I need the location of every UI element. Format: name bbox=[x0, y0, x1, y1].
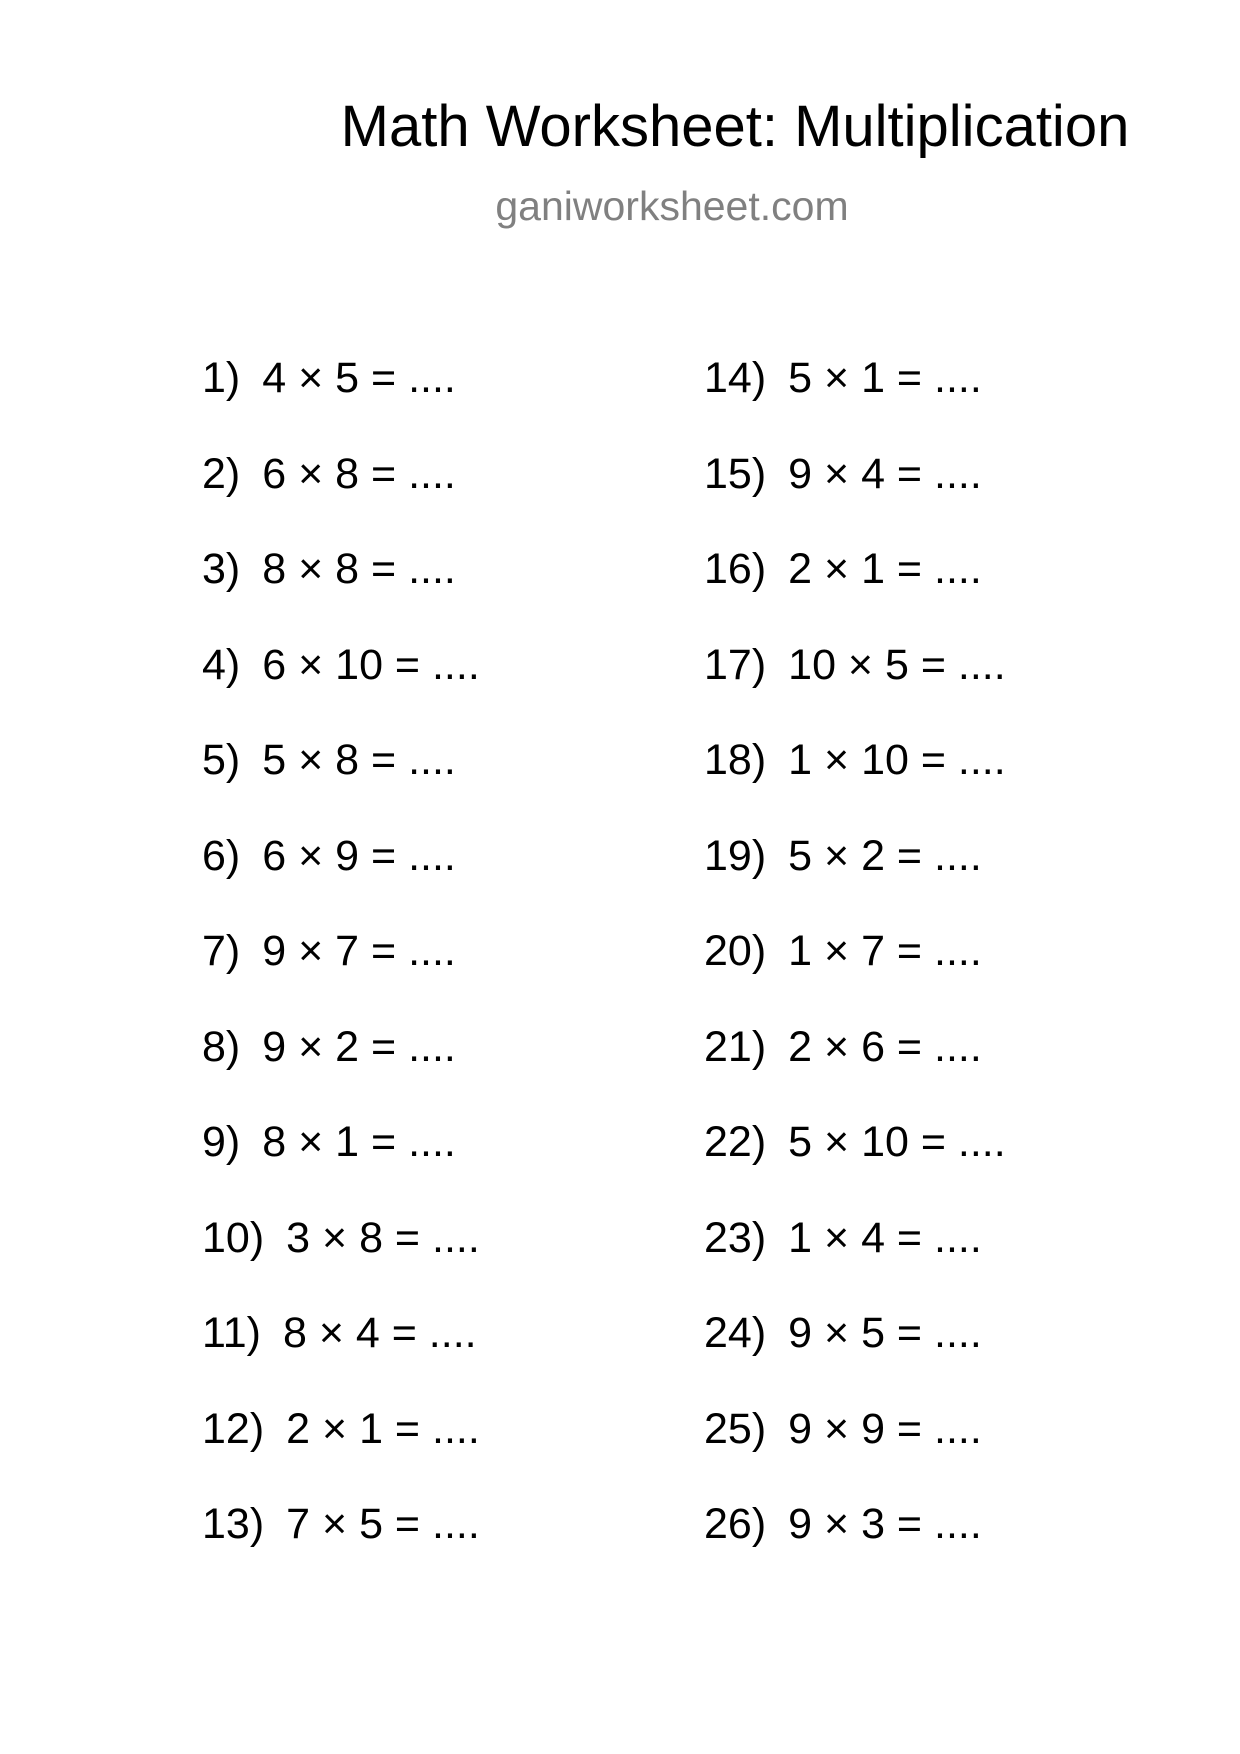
problem-expression: 5 × 8 = .... bbox=[262, 736, 456, 784]
problem-item bbox=[704, 449, 1006, 545]
problem-item bbox=[202, 1499, 480, 1595]
problem-number: 23) bbox=[704, 1213, 767, 1262]
problem-number: 11) bbox=[202, 1309, 261, 1357]
problem-item bbox=[202, 1404, 480, 1500]
problem-number: 25) bbox=[704, 1404, 767, 1453]
worksheet-subtitle: ganiworksheet.com bbox=[495, 183, 849, 229]
problem-number: 18) bbox=[704, 736, 767, 784]
problem-item bbox=[704, 1308, 1006, 1404]
problem-item bbox=[202, 831, 480, 927]
problem-number: 6) bbox=[202, 831, 241, 880]
problem-expression: 8 × 8 = .... bbox=[262, 545, 456, 593]
problem-expression: 1 × 4 = .... bbox=[788, 1213, 982, 1262]
problems-column-left bbox=[202, 353, 480, 1595]
problem-item bbox=[704, 926, 1006, 1022]
problem-number: 12) bbox=[202, 1404, 265, 1453]
problem-number: 9) bbox=[202, 1118, 241, 1166]
problem-expression: 8 × 1 = .... bbox=[262, 1118, 456, 1166]
problem-number: 16) bbox=[704, 545, 767, 593]
problems-column-right bbox=[704, 353, 1006, 1595]
problem-number: 17) bbox=[704, 640, 767, 689]
problem-expression: 3 × 8 = .... bbox=[286, 1213, 480, 1262]
problem-item bbox=[704, 735, 1006, 831]
problem-number: 10) bbox=[202, 1213, 265, 1262]
problem-item bbox=[202, 1117, 480, 1213]
problem-number: 4) bbox=[202, 640, 241, 689]
problem-expression: 9 × 7 = .... bbox=[262, 927, 456, 975]
problem-item bbox=[704, 831, 1006, 927]
problem-item bbox=[704, 353, 1006, 449]
problem-number: 14) bbox=[704, 354, 767, 402]
problem-item bbox=[202, 926, 480, 1022]
problem-expression: 6 × 8 = .... bbox=[262, 449, 456, 498]
problem-expression: 5 × 10 = .... bbox=[788, 1118, 1006, 1166]
problem-item bbox=[704, 1213, 1006, 1309]
problem-item bbox=[202, 735, 480, 831]
problem-expression: 8 × 4 = .... bbox=[282, 1309, 477, 1357]
problem-expression: 9 × 4 = .... bbox=[788, 449, 982, 498]
problem-number: 26) bbox=[704, 1500, 767, 1548]
problem-number: 19) bbox=[704, 831, 767, 880]
problem-expression: 2 × 1 = .... bbox=[788, 545, 982, 593]
problem-item bbox=[704, 640, 1006, 736]
problem-number: 13) bbox=[202, 1500, 265, 1548]
problem-item bbox=[202, 1308, 480, 1404]
problem-number: 24) bbox=[704, 1309, 767, 1357]
problem-item bbox=[202, 353, 480, 449]
problem-item bbox=[202, 1022, 480, 1118]
problem-item bbox=[202, 640, 480, 736]
problem-expression: 10 × 5 = .... bbox=[788, 640, 1006, 689]
problem-expression: 5 × 1 = .... bbox=[788, 354, 982, 402]
problem-number: 22) bbox=[704, 1118, 767, 1166]
problem-item bbox=[704, 1499, 1006, 1595]
problem-item bbox=[202, 544, 480, 640]
problem-number: 1) bbox=[202, 354, 241, 402]
problem-item bbox=[202, 449, 480, 545]
problem-expression: 1 × 10 = .... bbox=[788, 736, 1006, 784]
problem-number: 21) bbox=[704, 1022, 767, 1071]
problem-number: 20) bbox=[704, 927, 767, 975]
problem-number: 15) bbox=[704, 449, 767, 498]
problem-number: 7) bbox=[202, 927, 241, 975]
problem-expression: 6 × 9 = .... bbox=[262, 831, 456, 880]
problem-expression: 9 × 9 = .... bbox=[788, 1404, 982, 1453]
worksheet-title: Math Worksheet: Multiplication bbox=[340, 94, 1130, 159]
problem-expression: 9 × 2 = .... bbox=[262, 1022, 456, 1071]
problem-item bbox=[704, 544, 1006, 640]
problem-item bbox=[704, 1117, 1006, 1213]
problem-item bbox=[704, 1022, 1006, 1118]
problem-expression: 2 × 6 = .... bbox=[788, 1022, 982, 1071]
problem-expression: 9 × 5 = .... bbox=[788, 1309, 982, 1357]
problem-item bbox=[202, 1213, 480, 1309]
problem-number: 8) bbox=[202, 1022, 241, 1071]
problem-expression: 4 × 5 = .... bbox=[262, 354, 456, 402]
problem-expression: 2 × 1 = .... bbox=[286, 1404, 480, 1453]
problem-item bbox=[704, 1404, 1006, 1500]
problem-number: 3) bbox=[202, 545, 241, 593]
problem-expression: 5 × 2 = .... bbox=[788, 831, 982, 880]
problem-expression: 6 × 10 = .... bbox=[262, 640, 480, 689]
problem-expression: 7 × 5 = .... bbox=[286, 1500, 480, 1548]
problem-number: 5) bbox=[202, 736, 241, 784]
problem-number: 2) bbox=[202, 449, 241, 498]
problem-expression: 9 × 3 = .... bbox=[788, 1500, 982, 1548]
problem-expression: 1 × 7 = .... bbox=[788, 927, 982, 975]
